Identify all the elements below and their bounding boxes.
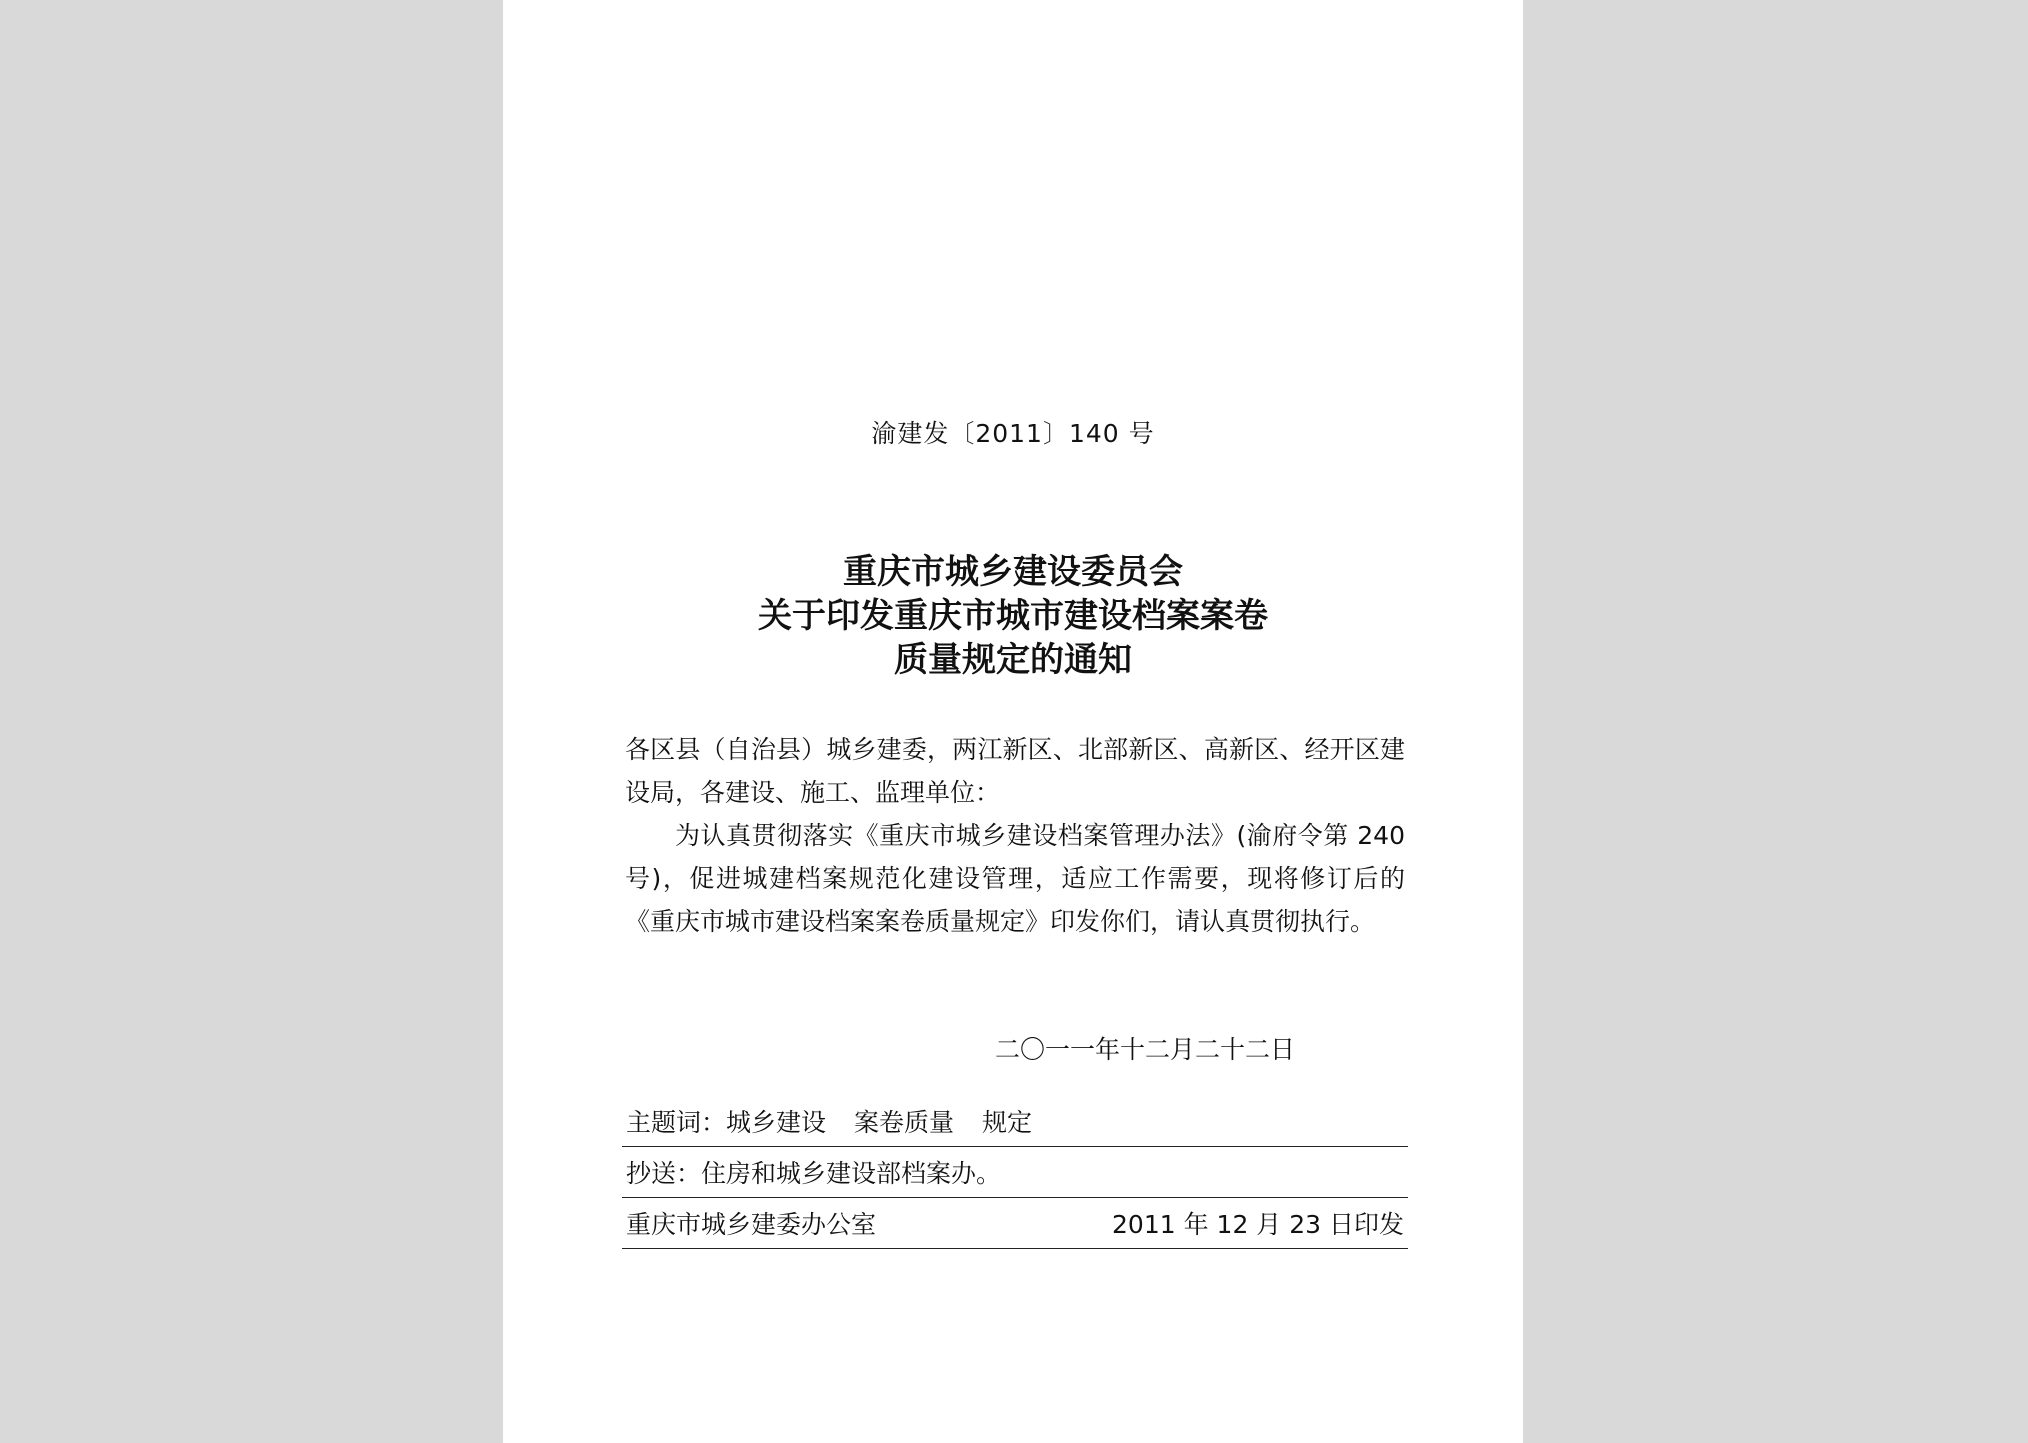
title-line: 质量规定的通知 [894,640,1132,680]
document-footer [622,1099,1408,1249]
document-number: 渝建发〔2011〕140 号 [871,419,1155,448]
keyword: 案卷质量 [854,1108,955,1137]
issue-date: 2011 年 12 月 23 日印发 [1112,1210,1404,1239]
keywords [626,1099,1032,1146]
cc-row [622,1147,1408,1198]
document-page [503,0,1523,1443]
cc-text: 抄送：住房和城乡建设部档案办。 [626,1159,1002,1188]
body-paragraph: 为认真贯彻落实《重庆市城乡建设档案管理办法》(渝府令第 240 号)，促进城建档案规范化建设管理，适应工作需要，现将修订后的《重庆市城市建设档案案卷质量规定》印发你们，请认真贯彻执行。 [625,821,1405,936]
keywords-row [622,1099,1408,1147]
title-line: 重庆市城乡建设委员会 [843,552,1183,592]
signing-date: 二〇一一年十二月二十二日 [995,1035,1296,1064]
keyword: 规定 [982,1108,1033,1137]
issuer: 重庆市城乡建委办公室 [626,1210,877,1239]
document-body [625,728,1405,943]
salutation: 各区县（自治县）城乡建委，两江新区、北部新区、高新区、经开区建设局，各建设、施工、监理单位： [625,735,1405,807]
document-title [503,550,1523,682]
issuer-row [622,1198,1408,1249]
keywords-label: 主题词： [626,1108,727,1137]
keyword: 城乡建设 [726,1108,827,1137]
title-line: 关于印发重庆市城市建设档案案卷 [758,596,1268,636]
